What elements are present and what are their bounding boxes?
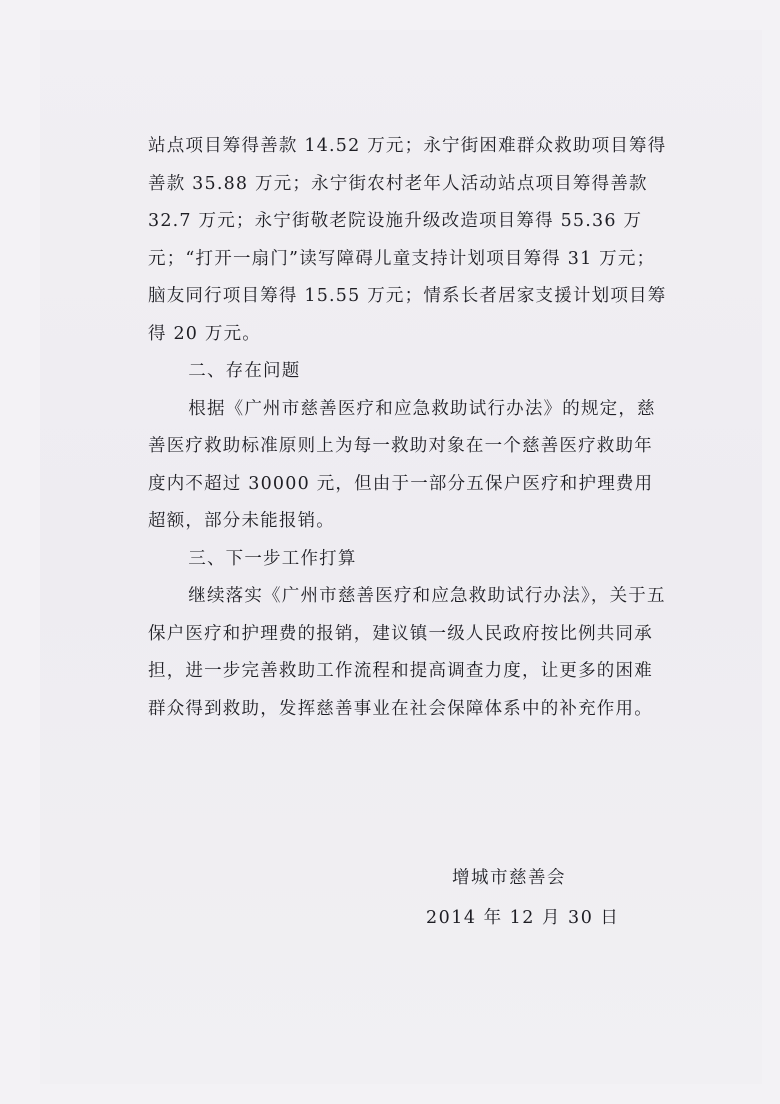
- document-body: [148, 128, 668, 728]
- paragraph-issues: 根据《广州市慈善医疗和应急救助试行办法》的规定，慈善医疗救助标准原则上为每一救助对象在一个慈善医疗救助年度内不超过 30000 元，但由于一部分五保户医疗和护理费用超额，部分未能报销。: [148, 398, 656, 531]
- signature-organization: 增城市慈善会: [452, 868, 566, 888]
- signature-date: 2014 年 12 月 30 日: [426, 908, 620, 928]
- paragraph-donations: 站点项目筹得善款 14.52 万元；永宁街困难群众救助项目筹得善款 35.88 万元；永宁街农村老年人活动站点项目筹得善款 32.7 万元；永宁街敬老院设施升级改造项目筹得 55.36 万元；“打开一扇门”读写障碍儿童支持计划项目筹得 31 万元；脑友同行项目筹得 15.55 万元；情系长者居家支援计划项目筹得 20 万元。: [148, 136, 667, 344]
- section-heading-issues: 二、存在问题: [188, 361, 301, 381]
- paragraph-next-steps: 继续落实《广州市慈善医疗和应急救助试行办法》，关于五保户医疗和护理费的报销，建议镇一级人民政府按比例共同承担，进一步完善救助工作流程和提高调查力度，让更多的困难群众得到救助，发挥慈善事业在社会保障体系中的补充作用。: [148, 586, 666, 719]
- section-heading-next-steps: 三、下一步工作打算: [188, 548, 357, 569]
